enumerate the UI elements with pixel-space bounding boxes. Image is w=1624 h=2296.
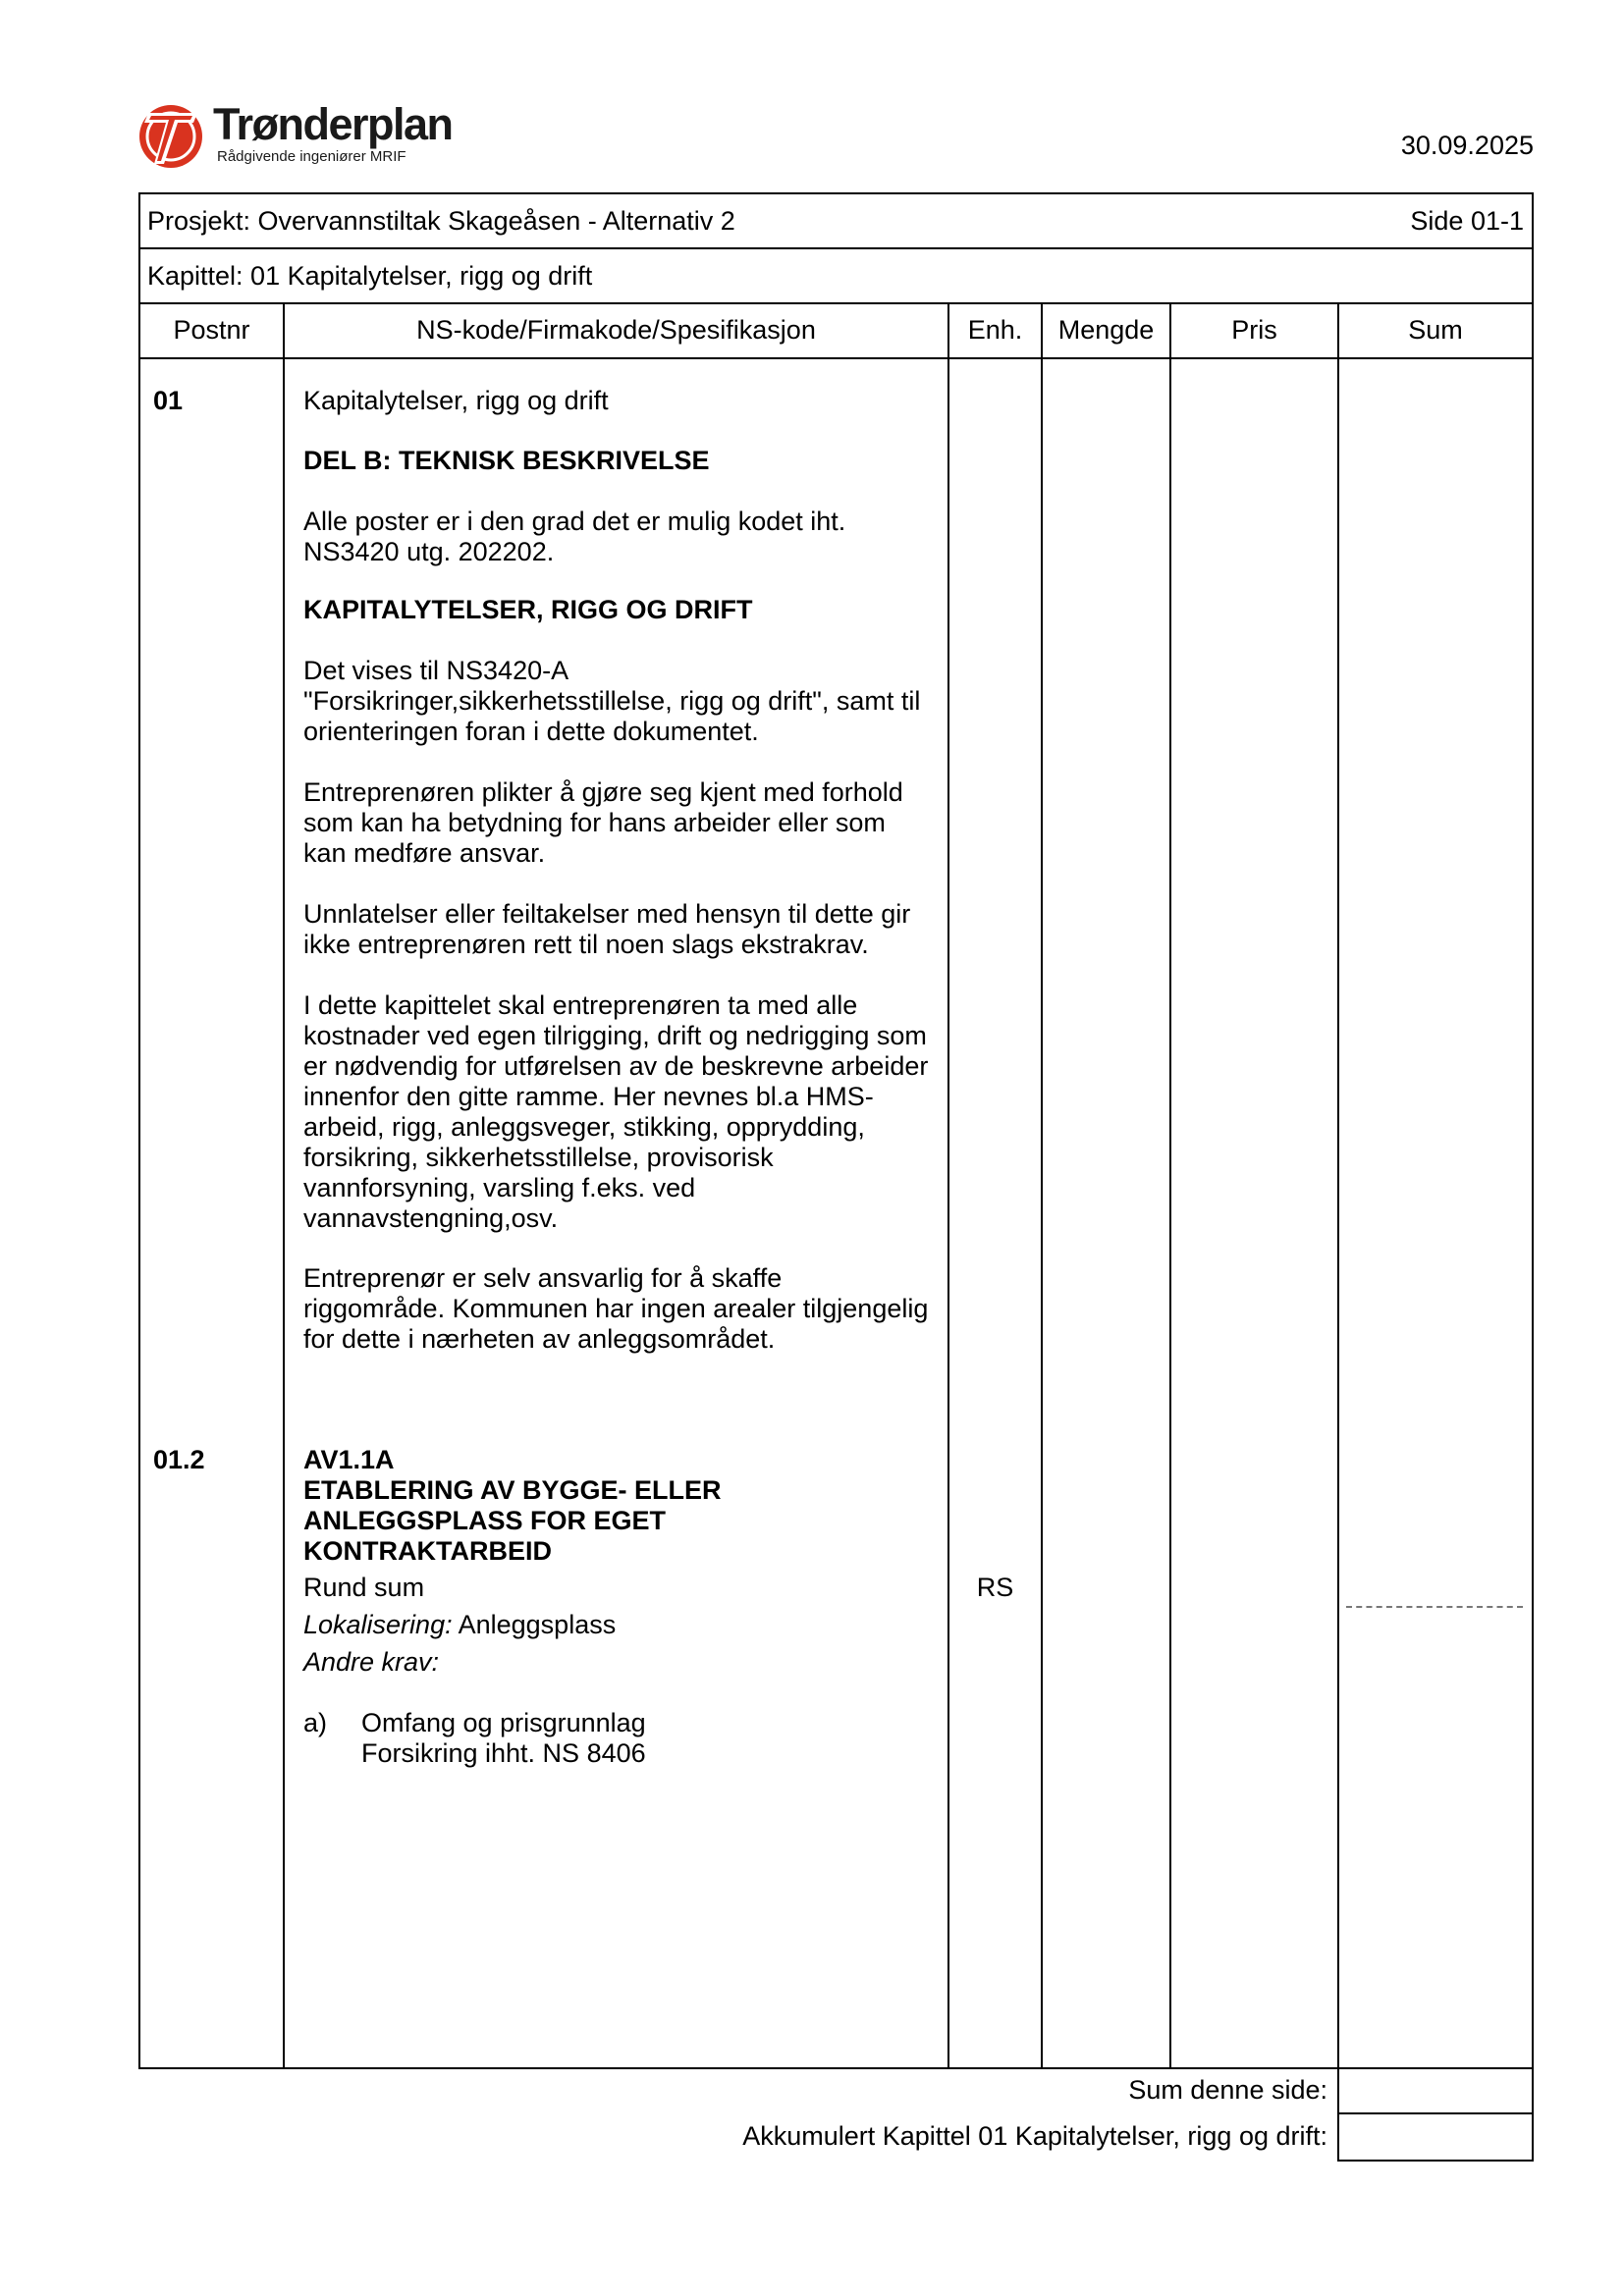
chapter-title: Kapittel: 01 Kapitalytelser, rigg og drift [147,261,593,291]
paragraph: Unnlatelser eller feiltakelser med hensyn til dette gir ikke entreprenøren rett til noen slags ekstrakrav. [303,899,911,959]
list-item: Omfang og prisgrunnlag Forsikring ihht. NS 8406 [361,1708,646,1768]
logo-tagline: Rådgivende ingeniører MRIF [217,148,406,165]
post-title: ETABLERING AV BYGGE- ELLER ANLEGGSPLASS FOR EGET KONTRAKTARBEID [303,1475,722,1566]
accumulated-sum-label: Akkumulert Kapittel 01 Kapitalytelser, rigg og drift: [742,2121,1327,2151]
logo-name: Trønderplan [213,99,453,149]
sum-entry-line[interactable] [1346,1606,1523,1608]
row-divider [138,247,1534,249]
section-heading: DEL B: TEKNISK BESKRIVELSE [303,446,710,475]
project-title: Prosjekt: Overvannstiltak Skageåsen - Alternativ 2 [147,206,735,236]
price-basis: Rund sum [303,1573,425,1602]
localisation-value: Anleggsplass [452,1610,617,1639]
unit-value: RS [976,1573,1014,1602]
ns-code: AV1.1A [303,1445,395,1474]
column-header-sum: Sum [1408,315,1463,345]
paragraph: Entreprenør er selv ansvarlig for å skaffe riggområde. Kommunen har ingen arealer tilgjengelig for dette i nærheten av anleggsområdet. [303,1263,929,1354]
sum-page-label: Sum denne side: [1128,2075,1327,2105]
row-divider [138,302,1534,304]
paragraph: Det vises til NS3420-A "Forsikringer,sikkerhetsstillelse, rigg og drift", samt til orienteringen foran i dette dokumentet. [303,656,921,746]
sum-page-field[interactable] [1337,2067,1534,2114]
paragraph: I dette kapittelet skal entreprenøren ta med alle kostnader ved egen tilrigging, drift og nedrigging som er nødvendig for utførelsen av de beskrevne arbeider innenfor den gitte ramme. Her nevnes bl.a HMS- arbeid, rigg, anleggsveger, stikking, opprydding, forsikring, sikkerhetsstillelse, provisorisk vannforsyning, varsling f.eks. ved vannavstengning,osv. [303,990,929,1233]
document-date: 30.09.2025 [1400,131,1534,160]
post-number: 01.2 [153,1445,205,1474]
section-heading: KAPITALYTELSER, RIGG OG DRIFT [303,595,753,624]
post-title: Kapitalytelser, rigg og drift [303,386,609,415]
column-header-spec: NS-kode/Firmakode/Spesifikasjon [416,315,816,345]
trønderplan-emblem-icon [138,101,203,170]
localisation-line [303,1610,616,1640]
column-header-price: Pris [1231,315,1277,345]
column-divider [1337,302,1339,2069]
post-number: 01 [153,386,184,415]
column-header-qty: Mengde [1057,315,1155,345]
company-logo [138,99,453,172]
localisation-label: Lokalisering: [303,1610,453,1639]
other-requirements-label: Andre krav: [303,1647,440,1677]
list-marker: a) [303,1708,328,1737]
accumulated-sum-field[interactable] [1337,2112,1534,2162]
column-divider [1169,302,1171,2069]
column-header-postnr: Postnr [173,315,250,345]
column-divider [1041,302,1043,2069]
page-number: Side 01-1 [1410,206,1524,236]
row-divider [138,357,1534,359]
paragraph: Entreprenøren plikter å gjøre seg kjent med forhold som kan ha betydning for hans arbeider eller som kan medføre ansvar. [303,777,903,868]
column-header-unit: Enh. [967,315,1023,345]
paragraph: Alle poster er i den grad det er mulig kodet iht. NS3420 utg. 202202. [303,507,846,566]
column-divider [283,302,285,2069]
